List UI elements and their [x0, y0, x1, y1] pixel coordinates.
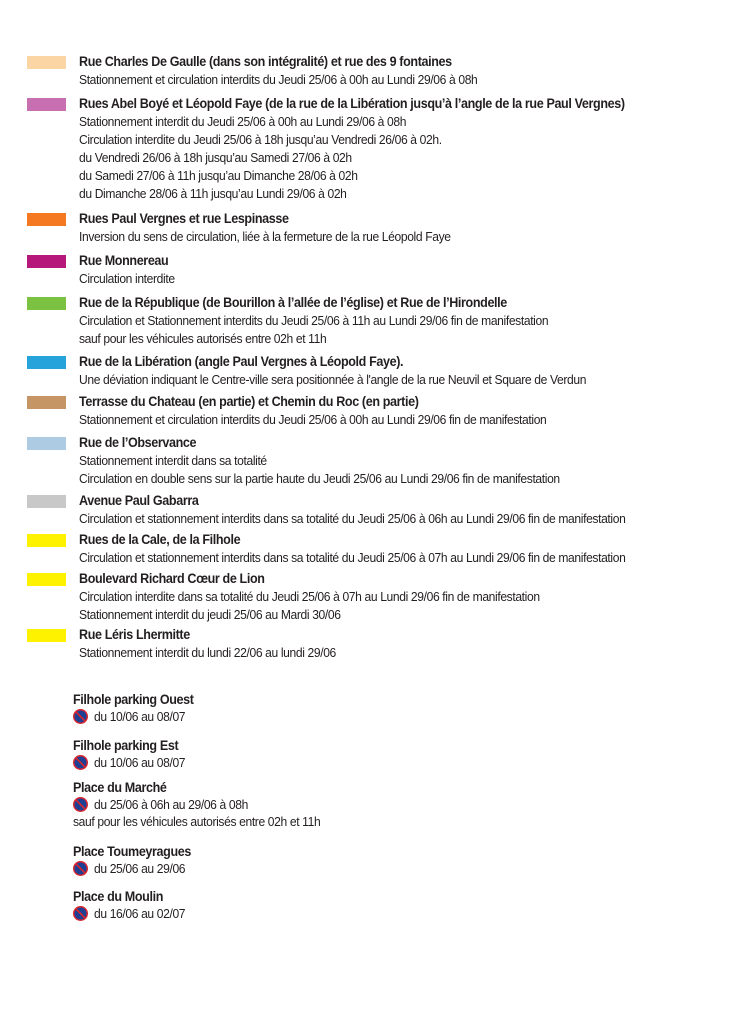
color-swatch [27, 573, 66, 586]
color-swatch [27, 98, 66, 111]
street-rule: Stationnement interdit dans sa totalité [79, 453, 267, 468]
street-rule: Circulation interdite du Jeudi 25/06 à 18h jusqu’au Vendredi 26/06 à 02h. [79, 132, 442, 147]
parking-place-toumeyragues [73, 843, 713, 877]
street-rule: Stationnement interdit du Jeudi 25/06 à 00h au Lundi 29/06 à 08h [79, 114, 407, 129]
street-rule: Inversion du sens de circulation, liée à la fermeture de la rue Léopold Faye [79, 229, 451, 244]
street-title: Rue Monnereau [79, 253, 169, 268]
parking-title: Place du Marché [73, 780, 167, 795]
parking-place-du-marche [73, 779, 713, 830]
no-parking-icon [73, 797, 88, 812]
street-title: Rue de l’Observance [79, 435, 197, 450]
parking-dates: du 10/06 au 08/07 [94, 709, 186, 724]
street-title: Avenue Paul Gabarra [79, 493, 199, 508]
parking-note: sauf pour les véhicules autorisés entre 02h et 11h [73, 814, 321, 829]
street-rule: Stationnement et circulation interdits du Jeudi 25/06 à 00h au Lundi 29/06 fin de manifestation [79, 412, 547, 427]
street-title: Rue Charles De Gaulle (dans son intégralité) et rue des 9 fontaines [79, 54, 452, 69]
color-swatch [27, 629, 66, 642]
no-parking-icon [73, 709, 88, 724]
parking-title: Filhole parking Est [73, 738, 179, 753]
street-rule: sauf pour les véhicules autorisés entre 02h et 11h [79, 331, 327, 346]
parking-title: Place Toumeyragues [73, 844, 191, 859]
color-swatch [27, 437, 66, 450]
color-swatch [27, 213, 66, 226]
street-rule: Stationnement interdit du jeudi 25/06 au Mardi 30/06 [79, 607, 341, 622]
parking-title: Filhole parking Ouest [73, 692, 194, 707]
street-rule: du Samedi 27/06 à 11h jusqu’au Dimanche 28/06 à 02h [79, 168, 358, 183]
street-title: Rues Paul Vergnes et rue Lespinasse [79, 211, 289, 226]
color-swatch [27, 297, 66, 310]
street-rule: Circulation et Stationnement interdits du Jeudi 25/06 à 11h au Lundi 29/06 fin de manifestation [79, 313, 549, 328]
parking-filhole-ouest [73, 691, 713, 725]
no-parking-icon [73, 906, 88, 921]
street-rule: Circulation en double sens sur la partie haute du Jeudi 25/06 au Lundi 29/06 fin de manifestation [79, 471, 560, 486]
color-swatch [27, 56, 66, 69]
parking-title: Place du Moulin [73, 889, 163, 904]
parking-filhole-est [73, 737, 713, 771]
color-swatch [27, 255, 66, 268]
no-parking-icon [73, 861, 88, 876]
street-title: Rue de la Libération (angle Paul Vergnes à Léopold Faye). [79, 354, 404, 369]
color-swatch [27, 534, 66, 547]
street-rule: Stationnement et circulation interdits du Jeudi 25/06 à 00h au Lundi 29/06 à 08h [79, 72, 478, 87]
parking-dates: du 16/06 au 02/07 [94, 906, 186, 921]
street-rule: Circulation interdite dans sa totalité du Jeudi 25/06 à 07h au Lundi 29/06 fin de manifestation [79, 589, 540, 604]
street-rule: Circulation et stationnement interdits dans sa totalité du Jeudi 25/06 à 06h au Lundi 29/06 fin de manifestation [79, 511, 626, 526]
street-rule: Stationnement interdit du lundi 22/06 au lundi 29/06 [79, 645, 336, 660]
parking-dates: du 25/06 au 29/06 [94, 861, 186, 876]
street-title: Boulevard Richard Cœur de Lion [79, 571, 265, 586]
parking-place-du-moulin [73, 888, 713, 922]
street-rule: du Dimanche 28/06 à 11h jusqu’au Lundi 29/06 à 02h [79, 186, 347, 201]
street-rule: du Vendredi 26/06 à 18h jusqu’au Samedi 27/06 à 02h [79, 150, 352, 165]
street-rule: Une déviation indiquant le Centre-ville sera positionnée à l'angle de la rue Neuvil et Square de Verdun [79, 372, 587, 387]
parking-dates: du 10/06 au 08/07 [94, 755, 186, 770]
street-rule: Circulation et stationnement interdits dans sa totalité du Jeudi 25/06 à 07h au Lundi 29/06 fin de manifestation [79, 550, 626, 565]
color-swatch [27, 356, 66, 369]
street-title: Rue Léris Lhermitte [79, 627, 190, 642]
street-title: Rues de la Cale, de la Filhole [79, 532, 241, 547]
street-rule: Circulation interdite [79, 271, 175, 286]
color-swatch [27, 396, 66, 409]
street-title: Rue de la République (de Bourillon à l’allée de l’église) et Rue de l’Hirondelle [79, 295, 507, 310]
no-parking-icon [73, 755, 88, 770]
street-title: Terrasse du Chateau (en partie) et Chemin du Roc (en partie) [79, 394, 419, 409]
parking-dates: du 25/06 à 06h au 29/06 à 08h [94, 797, 248, 812]
color-swatch [27, 495, 66, 508]
street-title: Rues Abel Boyé et Léopold Faye (de la rue de la Libération jusqu’à l’angle de la rue Paul Vergnes) [79, 96, 625, 111]
